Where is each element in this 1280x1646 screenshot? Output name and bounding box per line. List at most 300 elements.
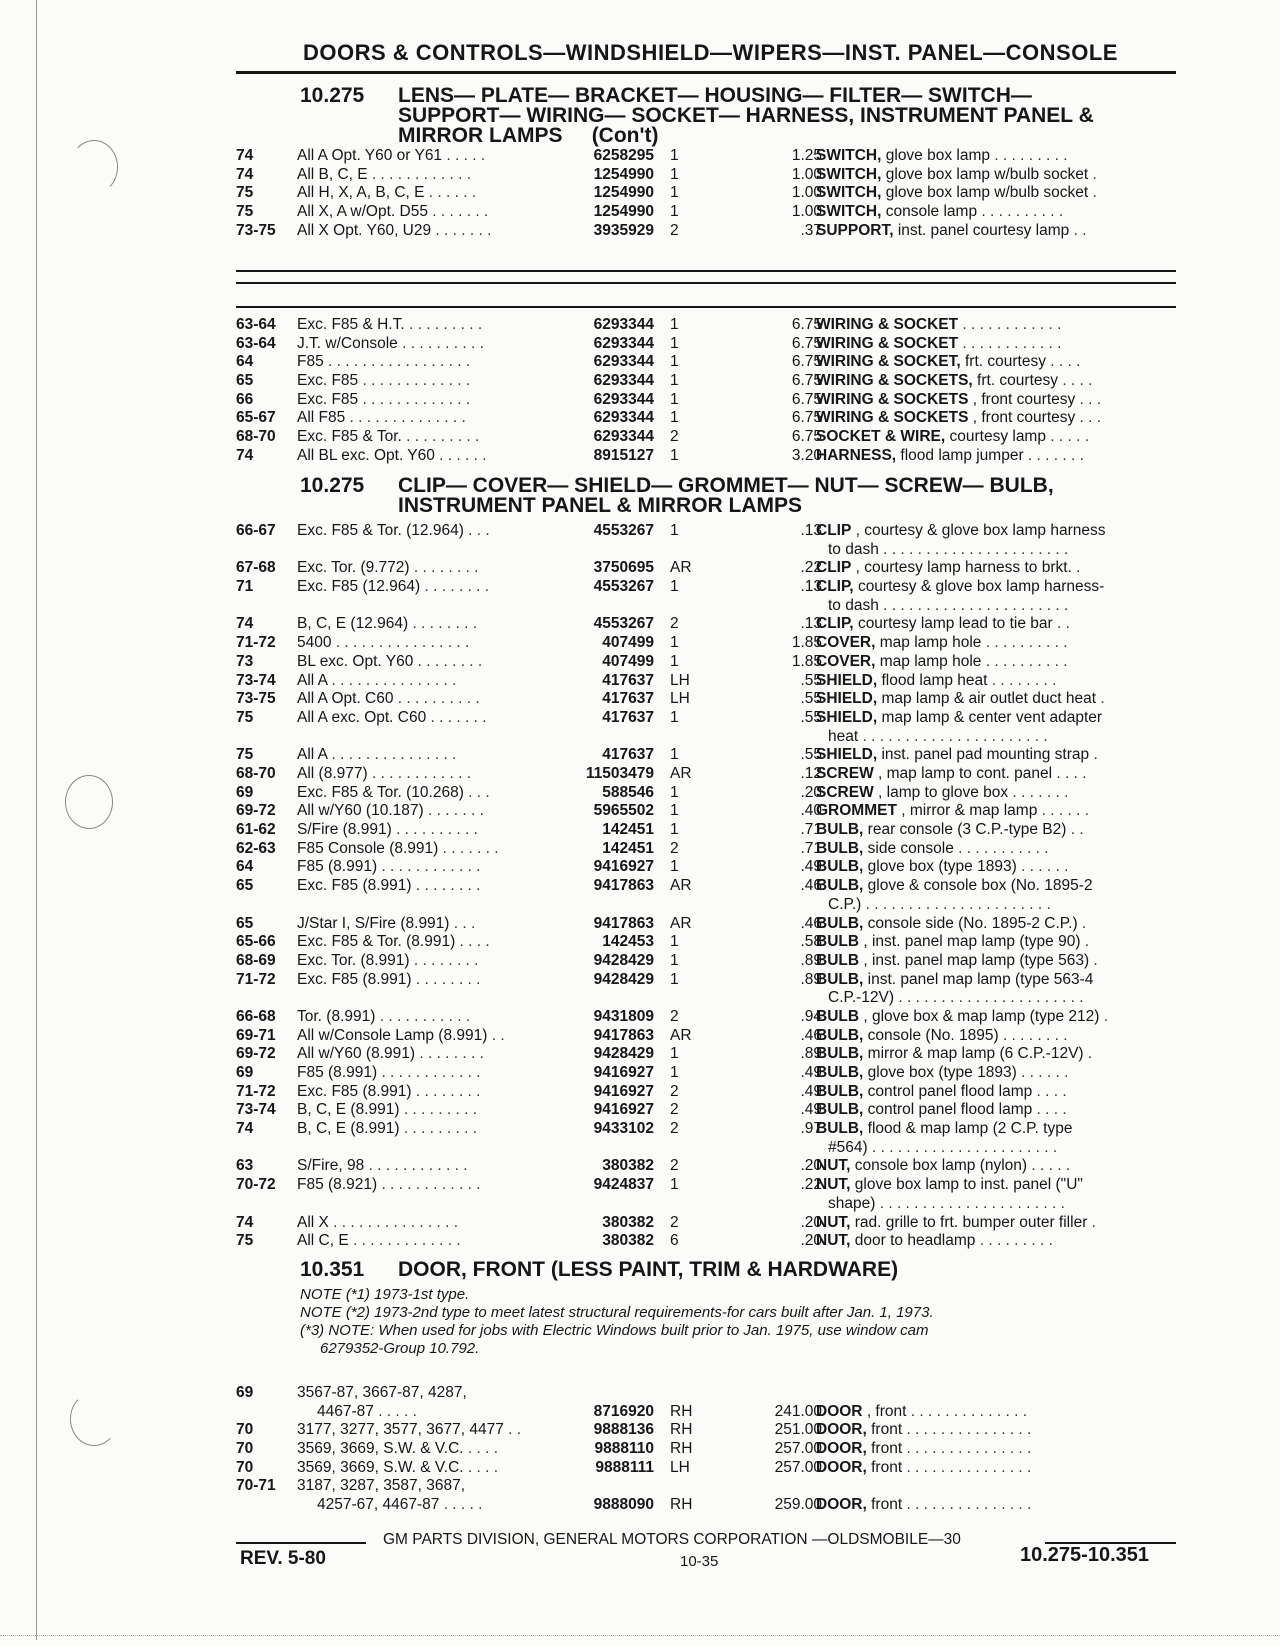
quantity: 1 (670, 165, 679, 183)
leader-dots: . . . . (1058, 372, 1093, 390)
leader-dots: . . . . . . . . . . . . (377, 1064, 481, 1082)
price: .55 (800, 671, 822, 689)
model-year: 68-70 (236, 764, 276, 782)
quantity: 1 (670, 409, 679, 427)
part-desc-cont: #564) (828, 1138, 868, 1156)
part-desc: , front (866, 1402, 907, 1420)
part-desc: flood & map lamp (2 C.P. type (867, 1120, 1073, 1138)
part-desc: , glove box & map lamp (type 212) (863, 1007, 1100, 1025)
application-text: J.T. w/Console (297, 334, 398, 352)
part-name: SWITCH, (816, 165, 882, 183)
model-year: 65-67 (236, 409, 276, 427)
description-cont (816, 989, 1280, 1007)
model-year: 69-71 (236, 1026, 276, 1044)
left-margin-line (36, 0, 37, 1640)
description (816, 391, 1280, 409)
application (297, 447, 597, 465)
part-desc-cont: C.P.) (828, 895, 862, 913)
application-text: Exc. F85 & Tor. (297, 428, 402, 446)
leader-dots: . . . . . . . . . . . . (364, 1157, 468, 1175)
model-year: 62-63 (236, 839, 276, 857)
application-text: Exc. Tor. (8.991) (297, 951, 410, 969)
part-desc: glove box lamp w/bulb socket (885, 184, 1089, 202)
description (816, 672, 1280, 690)
part-name: SCREW (816, 764, 874, 782)
model-year: 69 (236, 783, 254, 801)
description (816, 1157, 1280, 1175)
leader-dots: . . . . . . . . . . . . . . . . . . . . . . (875, 1194, 1065, 1212)
application (297, 222, 597, 240)
model-year: 71 (236, 578, 254, 596)
leader-dots: . . . . . . . . . . . (375, 1007, 471, 1025)
quantity: 1 (670, 578, 679, 596)
leader-dots: . (1087, 1213, 1096, 1231)
leader-dots: . . . . . . (434, 446, 487, 464)
application-text: All w/Console Lamp (8.991) (297, 1026, 488, 1044)
description (816, 522, 1280, 540)
model-year: 68-69 (236, 951, 276, 969)
application-text: All (8.977) (297, 764, 368, 782)
description-cont (816, 728, 1280, 746)
page-header: DOORS & CONTROLS—WINDSHIELD—WIPERS—INST. PANEL—CONSOLE (303, 40, 1118, 65)
part-number: 417637 (602, 746, 654, 764)
description (816, 166, 1280, 184)
part-desc: control panel flood lamp (867, 1082, 1033, 1100)
application (297, 1176, 597, 1194)
section-number: 10.351 (300, 1258, 365, 1281)
part-name: DOOR (816, 1402, 863, 1420)
part-desc: map lamp & center vent adapter (881, 708, 1103, 726)
binder-hole-top (70, 140, 118, 194)
quantity: AR (670, 764, 692, 782)
description (816, 1045, 1280, 1063)
application (297, 166, 597, 184)
price: .40 (800, 802, 822, 820)
leader-dots: . . (1069, 221, 1087, 239)
leader-dots: . . . (1075, 409, 1102, 427)
part-name: NUT, (816, 1176, 851, 1194)
leader-dots: . . . . . . . . . . (397, 334, 484, 352)
price: .94 (800, 1007, 822, 1025)
application-text: All X, A w/Opt. D55 (297, 203, 428, 221)
part-name: SHIELD, (816, 671, 878, 689)
application-text: Exc. F85 (12.964) (297, 578, 421, 596)
part-name: DOOR, (816, 1440, 867, 1458)
model-year: 75 (236, 203, 254, 221)
price: 259.00 (774, 1496, 822, 1514)
quantity: 1 (670, 970, 679, 988)
description (816, 1214, 1280, 1232)
part-number: 3750695 (593, 559, 654, 577)
leader-dots: . . . . . . . . . . (393, 690, 480, 708)
application-text: 3569, 3669, S.W. & V.C. (297, 1440, 464, 1458)
footer-rule-left (236, 1542, 366, 1544)
model-year: 69-72 (236, 1045, 276, 1063)
part-number: 4553267 (593, 578, 654, 596)
divider-rule (236, 282, 1176, 284)
section-title-line: LENS— PLATE— BRACKET— HOUSING— FILTER— SWITCH— (398, 84, 1032, 107)
part-desc-cont: shape) (828, 1194, 876, 1212)
leader-dots: . . . . . . . . (998, 1026, 1068, 1044)
part-name: BULB, (816, 1120, 864, 1138)
part-number: 9416927 (593, 858, 654, 876)
application (297, 1232, 597, 1250)
part-number: 9424837 (593, 1176, 654, 1194)
part-desc: door to headlamp (854, 1232, 976, 1250)
application (297, 559, 597, 577)
leader-dots: . (1083, 1045, 1093, 1063)
quantity: AR (670, 1026, 692, 1044)
part-number: 9888110 (594, 1440, 654, 1458)
description (816, 784, 1280, 802)
description (816, 877, 1280, 895)
application (297, 858, 597, 876)
application (297, 802, 597, 820)
part-desc: glove & console box (No. 1895-2 (867, 877, 1093, 895)
part-desc: map lamp hole (879, 634, 982, 652)
binder-hole-middle (65, 775, 113, 829)
quantity: 1 (670, 372, 679, 390)
model-year: 73-75 (236, 690, 276, 708)
application-cont-text: 4257-67, 4467-87 (317, 1496, 440, 1514)
application (297, 1083, 597, 1101)
application-text: All A Opt. Y60 or Y61 (297, 147, 443, 164)
part-number: 3935929 (593, 221, 654, 239)
model-year: 74 (236, 615, 254, 633)
model-year: 75 (236, 184, 254, 202)
application-text: All A (297, 671, 328, 689)
price: 6.75 (791, 372, 822, 390)
description (816, 1176, 1280, 1194)
quantity: AR (670, 914, 692, 932)
quantity: 1 (670, 446, 679, 464)
leader-dots: . . . . . . . . (411, 1082, 481, 1100)
model-year: 65-66 (236, 933, 276, 951)
application: 3567-87, 3667-87, 4287, (297, 1384, 467, 1401)
leader-dots: . . . . . (1027, 1157, 1071, 1175)
price: 1.00 (791, 203, 822, 221)
description (816, 615, 1280, 633)
part-number: 9888136 (593, 1421, 654, 1439)
application (297, 1027, 597, 1045)
leader-dots: . . . . . . . . . . (981, 652, 1068, 670)
description (816, 1403, 1280, 1421)
price: .71 (800, 839, 822, 857)
model-year: 74 (236, 446, 254, 464)
quantity: 1 (670, 708, 679, 726)
part-name: BULB, (816, 839, 864, 857)
part-name: CLIP (816, 522, 852, 539)
description-cont (816, 597, 1280, 615)
model-year: 71-72 (236, 970, 276, 988)
binder-hole-bottom (70, 1392, 118, 1446)
application (297, 971, 597, 989)
part-name: BULB, (816, 1064, 864, 1082)
application-text: All A exc. Opt. C60 (297, 708, 427, 726)
section-title-line: DOOR, FRONT (LESS PAINT, TRIM & HARDWARE) (398, 1258, 899, 1281)
leader-dots: . . . . . . (1016, 1064, 1069, 1082)
quantity: 1 (670, 1045, 679, 1063)
application-text: J/Star I, S/Fire (8.991) (297, 914, 450, 932)
part-name: WIRING & SOCKETS (816, 390, 969, 408)
leader-dots: . . . . . (373, 1402, 417, 1420)
quantity: 2 (670, 1101, 679, 1119)
quantity: LH (670, 1458, 690, 1476)
application (297, 1157, 597, 1175)
part-number: 6293344 (593, 372, 654, 390)
part-name: BULB, (816, 821, 864, 839)
leader-dots: . . . . (1032, 1082, 1067, 1100)
part-name: BULB, (816, 1026, 864, 1044)
leader-dots: . . . . . . . . . . . . . . . . . . . . . . (867, 1138, 1058, 1156)
part-number: 417637 (602, 708, 654, 726)
price: 257.00 (774, 1440, 822, 1458)
application (297, 690, 597, 708)
application (297, 184, 597, 202)
part-number: 9888111 (595, 1458, 654, 1476)
leader-dots: . . . . . . . . . . . . . (358, 390, 471, 408)
part-name: SWITCH, (816, 184, 882, 202)
application-text: All w/Y60 (8.991) (297, 1045, 416, 1063)
leader-dots: . . . . . . . (1023, 446, 1084, 464)
divider-rule (236, 270, 1176, 272)
application (297, 1064, 597, 1082)
part-desc: rad. grille to frt. bumper outer filler (854, 1213, 1088, 1231)
price: 1.85 (791, 652, 822, 670)
leader-dots: . . (503, 1421, 522, 1439)
model-year: 66-68 (236, 1007, 276, 1025)
model-year: 70 (236, 1440, 254, 1458)
quantity: 1 (670, 802, 679, 820)
leader-dots: . . . . . . . . . . (981, 634, 1068, 652)
part-number: 6293344 (593, 428, 654, 446)
part-desc: map lamp hole (879, 652, 982, 670)
price: 6.75 (791, 353, 822, 371)
part-number: 142451 (602, 821, 654, 839)
leader-dots: . . . . . . (424, 184, 477, 202)
leader-dots: . . . . . . . (431, 221, 492, 239)
leader-dots: . . . . . . . . . . . . . . (906, 1402, 1028, 1420)
quantity: AR (670, 559, 692, 577)
description (816, 858, 1280, 876)
part-number: 9428429 (593, 1045, 654, 1063)
part-desc: console box lamp (nylon) (854, 1157, 1028, 1175)
part-name: SUPPORT, (816, 221, 894, 239)
model-year: 75 (236, 746, 254, 764)
part-name: BULB, (816, 1082, 864, 1100)
application (297, 634, 597, 652)
part-number: 9888090 (593, 1496, 654, 1514)
price: .49 (800, 1082, 822, 1100)
description (816, 353, 1280, 371)
application-text: B, C, E (8.991) (297, 1101, 400, 1119)
application-text: Exc. F85 & Tor. (12.964) (297, 522, 464, 539)
part-name: BULB, (816, 858, 864, 876)
application-cont (297, 1403, 417, 1421)
part-name: GROMMET (816, 802, 897, 820)
description (816, 971, 1280, 989)
quantity: RH (670, 1402, 693, 1420)
application-text: All H, X, A, B, C, E (297, 184, 425, 202)
price: .71 (800, 821, 822, 839)
leader-dots: . . . . (463, 1440, 499, 1458)
part-number: 407499 (602, 652, 654, 670)
leader-dots: . . . (463, 522, 490, 539)
description (816, 184, 1280, 202)
price: .20 (800, 1213, 822, 1231)
price: 6.75 (791, 428, 822, 446)
part-desc-cont: heat (828, 727, 859, 745)
part-number: 9416927 (593, 1101, 654, 1119)
application-text: 5400 (297, 634, 332, 652)
quantity: 1 (670, 634, 679, 652)
part-desc: courtesy lamp lead to tie bar (857, 615, 1053, 633)
part-number: 6293344 (593, 316, 654, 333)
application-text: Exc. F85 (297, 390, 359, 408)
divider-rule (236, 306, 1176, 308)
application-text: 3569, 3669, S.W. & V.C. (297, 1458, 464, 1476)
quantity: RH (670, 1421, 693, 1439)
part-name: BULB (816, 1007, 860, 1025)
leader-dots: . . . . . . . . (409, 951, 479, 969)
section-title-lens (300, 86, 1094, 146)
quantity: 1 (670, 652, 679, 670)
leader-dots: . . . . . . . . (413, 652, 483, 670)
footer-division: GM PARTS DIVISION, GENERAL MOTORS CORPORATION —OLDSMOBILE—30 (383, 1531, 961, 1548)
leader-dots: . . (487, 1026, 505, 1044)
application-text: All B, C, E (297, 165, 368, 183)
quantity: 2 (670, 1157, 679, 1175)
application-text: All X (297, 1213, 329, 1231)
quantity: 6 (670, 1232, 679, 1250)
description (816, 428, 1280, 446)
part-name: SCREW (816, 783, 874, 801)
application (297, 746, 597, 764)
price: .46 (800, 877, 822, 895)
price: .13 (800, 615, 822, 633)
application (297, 653, 597, 671)
model-year: 73 (236, 652, 254, 670)
leader-dots: . . . (463, 783, 490, 801)
model-year: 64 (236, 353, 254, 371)
leader-dots: . . . . . . . . . . . . (367, 165, 471, 183)
part-number: 9416927 (593, 1064, 654, 1082)
description (816, 335, 1280, 353)
description (816, 765, 1280, 783)
application (297, 821, 597, 839)
leader-dots: . . . . . . . . . . . . . . . (902, 1496, 1032, 1514)
description-cont (816, 1195, 1280, 1213)
part-desc: , inst. panel map lamp (type 90) (863, 933, 1081, 951)
description (816, 409, 1280, 427)
section-number: 10.275 (300, 474, 365, 497)
description (816, 316, 1280, 334)
model-year: 73-74 (236, 1101, 276, 1119)
leader-dots: . . . . . . . . . . . . . . . . . . . . . . (878, 540, 1069, 558)
part-desc: front (871, 1421, 903, 1439)
section-title-door (300, 1260, 898, 1280)
price: .55 (800, 690, 822, 708)
model-year: 63 (236, 1157, 254, 1175)
description (816, 915, 1280, 933)
quantity: 1 (670, 1064, 679, 1082)
application-text: F85 (8.991) (297, 858, 378, 876)
application: 3187, 3287, 3587, 3687, (297, 1477, 466, 1495)
price: .58 (800, 933, 822, 951)
application (297, 877, 597, 895)
part-name: WIRING & SOCKET, (816, 353, 961, 371)
part-number: 380382 (602, 1232, 654, 1250)
application-text: Exc. F85 (8.991) (297, 970, 412, 988)
application-text: B, C, E (8.991) (297, 1120, 400, 1138)
part-number: 6293344 (593, 353, 654, 371)
quantity: 2 (670, 1213, 679, 1231)
leader-dots: . . . . . . . . . . . (953, 839, 1049, 857)
leader-dots: . . . . . . . (423, 802, 484, 820)
part-number: 6258295 (593, 147, 654, 164)
price: 1.25 (791, 147, 822, 164)
application-text: All C, E (297, 1232, 349, 1250)
price: .46 (800, 914, 822, 932)
description (816, 653, 1280, 671)
leader-dots: . . . . . . . . . . . . (367, 764, 472, 782)
part-name: SHIELD, (816, 690, 878, 708)
price: .20 (800, 783, 822, 801)
part-desc: control panel flood lamp (867, 1101, 1033, 1119)
leader-dots: . . . (449, 914, 476, 932)
model-year: 65 (236, 877, 254, 895)
leader-dots: . . . . . . . . . . . . . . (345, 409, 466, 427)
application-text: All X Opt. Y60, U29 (297, 221, 432, 239)
leader-dots: . (1071, 559, 1081, 577)
model-year: 63-64 (236, 334, 276, 352)
price: .20 (800, 1157, 822, 1175)
application (297, 1440, 597, 1458)
part-desc-cont: to dash (828, 540, 879, 558)
application (297, 203, 597, 221)
model-year: 63-64 (236, 316, 276, 333)
part-desc-cont: C.P.-12V) (828, 989, 895, 1007)
description (816, 802, 1280, 820)
part-desc: , map lamp to cont. panel (878, 764, 1053, 782)
application-text: Exc. F85 (297, 372, 359, 390)
leader-dots: . . . . . . . . (987, 671, 1057, 689)
description (816, 222, 1280, 240)
part-number: 1254990 (593, 184, 654, 202)
application-text: 3177, 3277, 3577, 3677, 4477 (297, 1421, 504, 1439)
leader-dots: . . . . . . (1016, 858, 1069, 876)
price: 257.00 (774, 1458, 822, 1476)
quantity: RH (670, 1440, 693, 1458)
leader-dots: . . . . . . . . . . . . . (348, 1232, 461, 1250)
application (297, 1421, 597, 1439)
part-name: NUT, (816, 1232, 851, 1250)
price: .22 (800, 559, 822, 577)
leader-dots: . . . . . . . . . . . . . . . . . . . . . . (894, 989, 1084, 1007)
leader-dots: . . . . . . . . (408, 615, 478, 633)
description (816, 578, 1280, 596)
leader-dots: . . . . . . . . . . . . (377, 858, 481, 876)
description (816, 1083, 1280, 1101)
description (816, 821, 1280, 839)
leader-dots: . . . . . . (1037, 802, 1090, 820)
application-text: All BL exc. Opt. Y60 (297, 446, 435, 464)
description-cont (816, 896, 1280, 914)
part-number: 9417863 (593, 877, 654, 895)
leader-dots: . . . . . (442, 147, 486, 164)
application-text: F85 (8.991) (297, 1064, 378, 1082)
quantity: 1 (670, 951, 679, 969)
